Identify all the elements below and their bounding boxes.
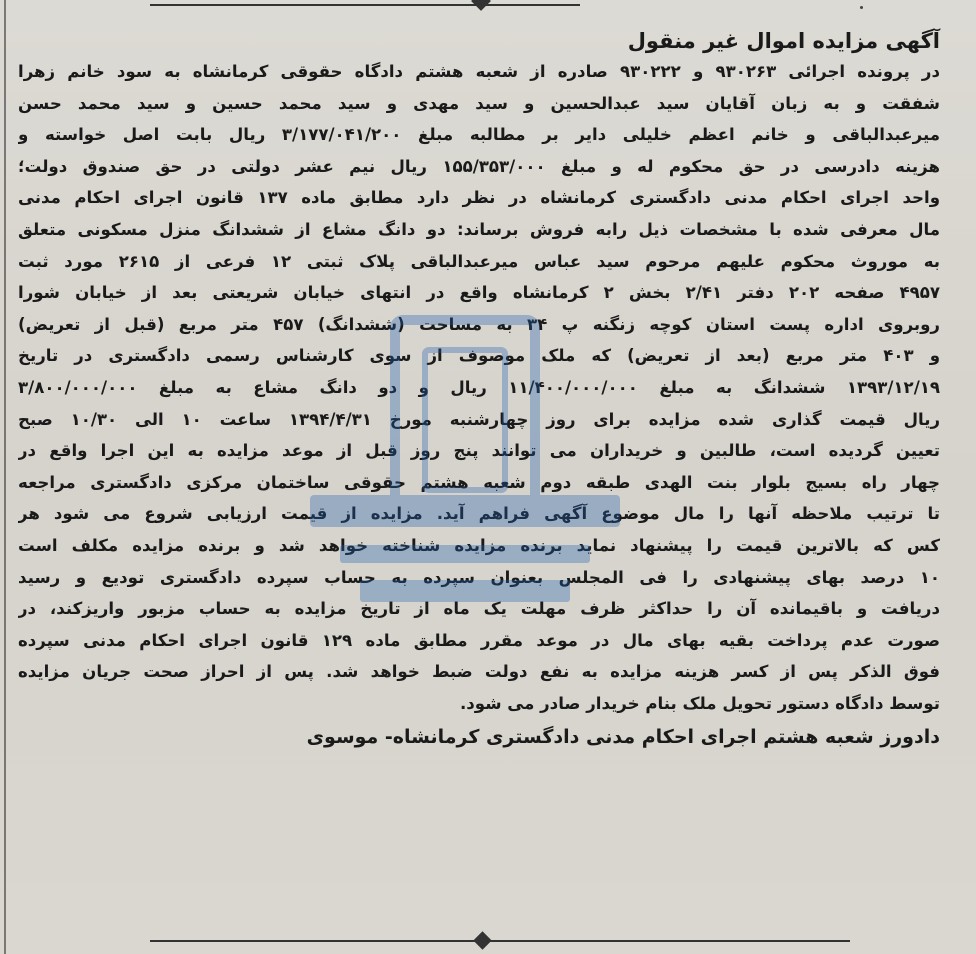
notice-line: تعیین گردیده است، طالبین و خریداران می توانند پنج روز قبل از موعد مزایده به این اجرا واقع در: [18, 441, 940, 461]
notice-line: شفقت و به زبان آقایان سید عبدالحسین و سید مهدی و سید محمد حسین و سید محمد حسن: [18, 93, 940, 113]
notice-line: فوق الذکر پس از کسر هزینه مزایده به نفع دولت ضبط خواهد شد. پس از احراز صحت جریان مزایده: [18, 662, 940, 682]
notice-line: دریافت و باقیمانده آن را حداکثر ظرف مهلت یک ماه از تاریخ مزایده به حساب مزبور واریزکند، در: [18, 599, 940, 619]
notice-line: تا ترتیب ملاحظه آنها را مال موضوع آگهی فراهم آید. مزایده از قیمت ارزیابی شروع می شود هر: [18, 504, 940, 524]
notice-line: ریال قیمت گذاری شده مزایده برای روز چهارشنبه مورخ ۱۳۹۴/۴/۳۱ ساعت ۱۰ الی ۱۰/۳۰ صبح: [18, 409, 940, 429]
top-divider-rule: [150, 4, 580, 6]
notice-line: و ۴۰۳ متر مربع (بعد از تعریض) که ملک موصوف از سوی کارشناس رسمی دادگستری در تاریخ: [18, 346, 940, 366]
notice-line: در پرونده اجرائی ۹۳۰۲۶۳ و ۹۳۰۲۲۲ صادره از شعبه هشتم دادگاه حقوقی کرمانشاه به سود خانم زهرا: [18, 62, 940, 81]
notice-signature: دادورز شعبه هشتم اجرای احکام مدنی دادگستری کرمانشاه- موسوی: [306, 726, 940, 749]
notice-line: چهار راه بسیج بلوار بنت الهدی طبقه دوم شعبه هشتم حقوقی ساختمان مرکزی دادگستری مراجعه: [18, 472, 940, 492]
notice-line: هزینه دادرسی در حق محکوم له و مبلغ ۱۵۵/۳۵۳/۰۰۰ ریال نیم عشر دولتی در حق صندوق دولت؛: [18, 156, 940, 176]
notice-line: توسط دادگاه دستور تحویل ملک بنام خریدار صادر می شود.: [459, 693, 940, 713]
notice-line: به موروث محکوم علیهم مرحوم سید عباس میرعبدالباقی پلاک ثبتی ۱۲ فرعی از ۲۶۱۵ مورد ثبت: [18, 251, 940, 271]
notice-body: [18, 56, 940, 719]
notice-line: روبروی اداره پست استان کوچه زنگنه پ ۳۴ به مساحت (ششدانگ) ۴۵۷ متر مربع (قبل از تعریض): [18, 314, 940, 334]
notice-line: مال معرفی شده با مشخصات ذیل رابه فروش برساند: دو دانگ مشاع از ششدانگ منزل مسکونی متعلق: [18, 219, 940, 239]
auction-notice: [18, 26, 940, 753]
notice-line: میرعبدالباقی و خانم اعظم خلیلی دایر بر مطالبه مبلغ ۳/۱۷۷/۰۴۱/۲۰۰ ریال بابت اصل خواسته و: [18, 125, 940, 145]
notice-line: ۴۹۵۷ صفحه ۲۰۲ دفتر ۲/۴۱ بخش ۲ کرمانشاه واقع در انتهای خیابان شریعتی بعد از خیابان شورا: [18, 283, 940, 303]
notice-line: ۱۰ درصد بهای پیشنهادی را فی المجلس بعنوان سپرده به حساب سپرده دادگستری تودیع و رسید: [18, 567, 940, 587]
notice-title: آگهی مزایده اموال غیر منقول: [627, 29, 940, 53]
notice-line: کس که بالاترین قیمت را پیشنهاد نماید برنده مزایده شناخته خواهد شد و برنده مزایده مکلف است: [18, 535, 940, 555]
notice-line: واحد اجرای احکام مدنی دادگستری کرمانشاه در نظر دارد مطابق ماده ۱۳۷ قانون اجرای احکام مدنی: [18, 188, 940, 208]
bottom-divider-rule: [150, 940, 850, 942]
top-speck: [860, 6, 863, 9]
clipping-left-border: [4, 0, 6, 954]
notice-line: صورت عدم پرداخت بقیه بهای مال در موعد مقرر مطابق ماده ۱۲۹ قانون اجرای احکام مدنی سپرده: [18, 630, 940, 650]
notice-line: ۱۳۹۳/۱۲/۱۹ ششدانگ به مبلغ ۱۱/۴۰۰/۰۰۰/۰۰۰ ریال و دو دانگ مشاع به مبلغ ۳/۸۰۰/۰۰۰/۰۰۰: [18, 377, 940, 397]
